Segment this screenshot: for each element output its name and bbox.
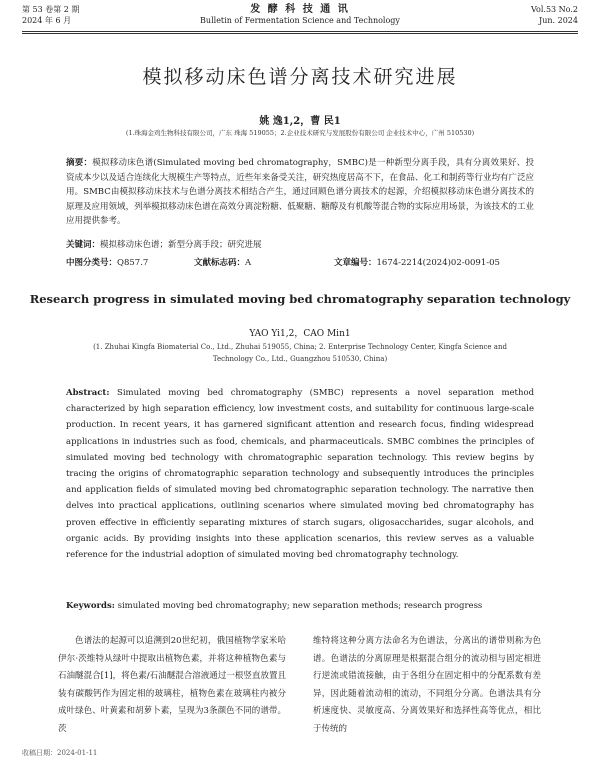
header-right (531, 4, 578, 26)
doc-code-field (194, 256, 251, 268)
header-rule-thin (22, 33, 578, 34)
doc-code-value: A (245, 258, 252, 268)
keywords-en-label: Keywords: (66, 601, 115, 611)
affiliation-en: (1. Zhuhai Kingfa Biomaterial Co., Ltd., Zhuhai 519055, China; 2. Enterprise Technology Center, Kingfa Science and Technology Co., Ltd., Guangzhou 510530, China) (93, 343, 507, 363)
abstract-cn (66, 156, 534, 229)
abstract-cn-label: 摘要： (66, 158, 93, 168)
body-column-left: 色谱法的起源可以追溯到20世纪初，俄国植物学家米哈伊尔·茨维特从绿叶中提取出植物色素，并将这种植物色素与石油醚混合[1]，将色素/石油醚混合溶液通过一根竖直放置且装有碳酸钙作为固定相的玻璃柱，植物色素在玻璃柱内被分成叶绿色、叶黄素和胡萝卜素，呈现为3条颜色不同的谱带。茨 (58, 636, 286, 734)
body-column-right: 维特将这种分离方法命名为色谱法，分离出的谱带则称为色谱。色谱法的分离原理是根据混合组分的流动相与固定相进行逆流或错流接触，由于各组分在固定相中的分配系数有差异，因此随着流动相的流动，不同组分分离。色谱法具有分析速度快、灵敏度高、分离效果好和选择性高等优点，相比于传统的 (313, 636, 541, 734)
abstract-en-label: Abstract: (66, 388, 110, 398)
article-id-field (334, 256, 500, 268)
footnote: 收稿日期：2024-01-11 (22, 749, 98, 757)
authors-en: YAO Yi1,2，CAO Min1 (249, 329, 351, 339)
article-id-value: 1674-2214(2024)02-0091-05 (376, 258, 500, 268)
authors-cn: 姚 逸1,2，曹 民1 (259, 116, 341, 127)
clc-label: 中图分类号： (66, 258, 118, 268)
clc-field (66, 256, 148, 268)
abstract-cn-text: 模拟移动床色谱(Simulated moving bed chromatography，SMBC)是一种新型分离手段，具有分离效果好、投资成本少以及适合连续化大规模生产等特点，近些年来备受关注，研究热度居高不下，在食品、化工和制药等行业均有广泛应用。SMBC由模拟移动床技术与色谱分离技术相结合产生，通过回顾色谱分离技术的起源，介绍模拟移动床色谱分离技术的原理及应用领域，列举模拟移动床色谱在高效分离淀粉糖、低聚糖、糖醇及有机酸等混合物的实际应用场景，为该技术的工业应用提供参考。 (66, 158, 534, 226)
volume-en: Vol.53 No.2 (531, 5, 578, 14)
keywords-en-text: simulated moving bed chromatography; new separation methods; research progress (117, 601, 483, 611)
article-id-label: 文章编号： (334, 258, 377, 268)
header-center (22, 4, 578, 26)
journal-name-cn: 发 酵 科 技 通 讯 (250, 4, 350, 15)
keywords-en (66, 601, 534, 611)
title-en: Research progress in simulated moving bed chromatography separation technology (29, 292, 571, 306)
abstract-en (66, 385, 534, 563)
date-cn: 2024 年 6 月 (22, 16, 72, 25)
clc-value: Q857.7 (117, 258, 149, 268)
header-rule (22, 31, 578, 32)
journal-name-en: Bulletin of Fermentation Science and Technology (200, 16, 400, 25)
volume-cn: 第 53 卷第 2 期 (22, 5, 80, 14)
title-cn: 模拟移动床色谱分离技术研究进展 (142, 66, 458, 88)
doc-code-label: 文献标志码： (194, 258, 246, 268)
affiliation-cn: (1.珠海金鸡生物科技有限公司，广东 珠海 519055；2.企业技术研究与发展股份有限公司 企业技术中心，广州 510530) (125, 129, 475, 137)
abstract-en-text: Simulated moving bed chromatography (SMBC) represents a novel separation method characterized by high separation efficiency, low investment costs, and suitability for continuous large-scale production. In recent years, it has garnered significant attention and research focus, finding widespread applications in industries such as food, chemicals, and pharmaceuticals. SMBC combines the principles of simulated moving bed technology with chromatographic separation technology. This review begins by tracing the origins of chromatographic separation technology and subsequently introduces the principles and application fields of simulated moving bed chromatographic separation technology. The narrative then delves into practical applications, outlining scenarios where simulated moving bed chromatography has proven effective in efficiently separating mixtures of starch sugars, oligosaccharides, sugar alcohols, and organic acids. By providing insights into these application scenarios, this review serves as a valuable reference for the industrial adoption of simulated moving bed chromatography technology. (66, 388, 535, 561)
date-en: Jun. 2024 (539, 16, 578, 25)
keywords-cn (66, 238, 534, 250)
keywords-cn-text: 模拟移动床色谱；新型分离手段；研究进展 (100, 240, 262, 250)
keywords-cn-label: 关键词： (66, 240, 101, 250)
running-header (22, 4, 578, 32)
